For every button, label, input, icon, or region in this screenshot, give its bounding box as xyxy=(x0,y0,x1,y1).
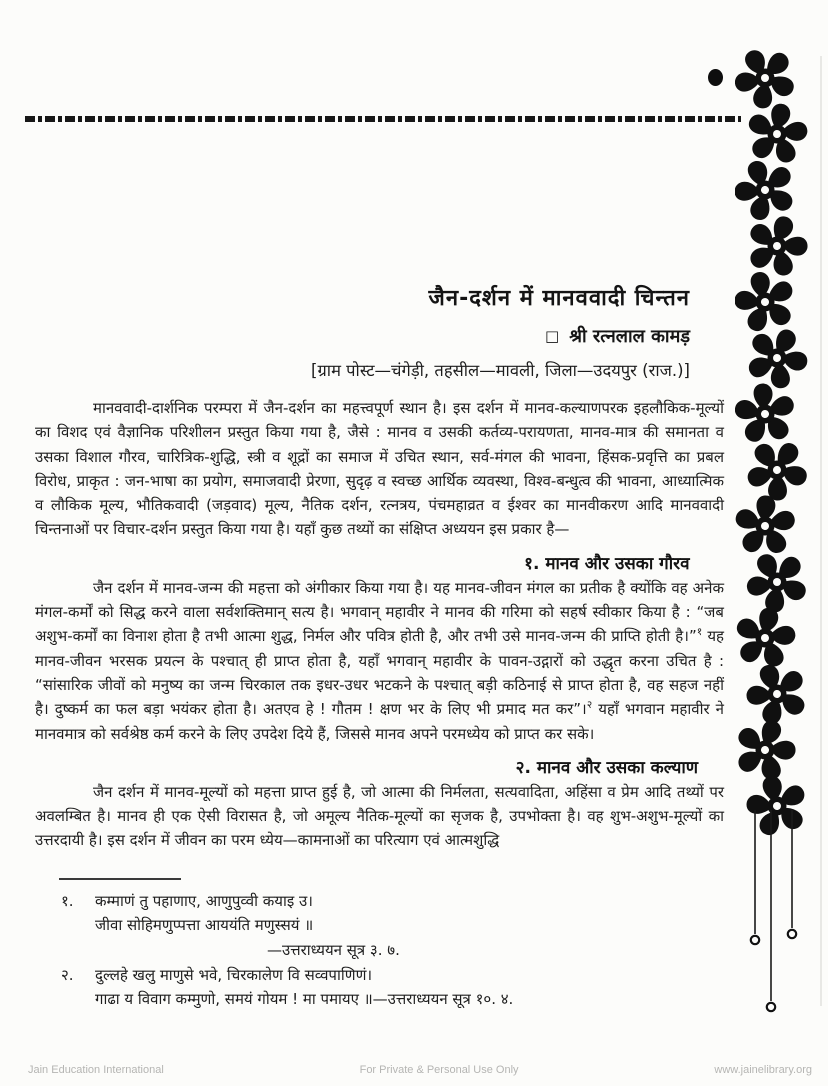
byline xyxy=(35,324,690,348)
paragraph-1: मानववादी-दार्शनिक परम्परा में जैन-दर्शन का महत्त्वपूर्ण स्थान है। इस दर्शन में मानव-कल्याणपरक इहलौकिक-मूल्यों का विशद एवं वैज्ञानिक परिशीलन प्रस्तुत किया गया है, जैसे : मानव व उसकी कर्तव्य-परायणता, मानव-मात्र की समानता व उसका विशाल गौरव, चारित्रिक-शुद्धि, स्त्री व शूद्रों का समाज में उचित स्थान, सर्व-मंगल की भावना, हिंसक-प्रवृत्ति का प्रबल विरोध, प्राकृत : जन-भाषा का प्रयोग, समाजवादी प्रेरणा, सुदृढ़ व स्वच्छ आर्थिक व्यवस्था, विश्व-बन्धुत्व की भावना, आध्यात्मिक व लौकिक मूल्य, भौतिकवादी (जड़वाद) मूल्य, नैतिक दर्शन, रत्नत्रय, पंचमहाव्रत व ईश्वर का मानवीकरण आदि मानववादी चिन्तनाओं पर विचार-दर्शन प्रस्तुत किया गया है। यहाँ कुछ तथ्यों का संक्षिप्त अध्ययन इस प्रकार है— xyxy=(35,399,724,539)
footer-center-text: For Private & Personal Use Only xyxy=(359,1064,519,1076)
paragraph-2: जैन दर्शन में मानव-जन्म की महत्ता को अंगीकार किया गया है। यह मानव-जीवन मंगल का प्रतीक है क्योंकि वह अनेक मंगल-कर्मों को सिद्ध करने वाला सर्वशक्तिमान् सत्य है। भगवान् महावीर ने मानव की गरिमा को सहर्ष स्वीकार किया है : “जब अशुभ-कर्मों का विनाश होता है तभी आत्मा शुद्ध, निर्मल और पवित्र होती है, और तभी उसे मानव-जन्म की प्राप्ति होती है।”$^१$ यह मानव-जीवन भरसक प्रयत्न के पश्चात् ही प्राप्त होता है, यहाँ भगवान् महावीर के पावन-उद्गारों को उद्धृत करना उचित है : “सांसारिक जीवों को मनुष्य का जन्म चिरकाल तक इधर-उधर भटकने के पश्चात् बड़ी कठिनाई से प्राप्त होता है, वह सहज नहीं है। दुष्कर्म का फल बड़ा भयंकर होता है। अतएव हे ! गौतम ! क्षण भर के लिए भी प्रमाद मत कर”।$^२$ यहाँ भगवान महावीर ने मानवमात्र को सर्वश्रेष्ठ कर्म करने के लिए उपदेश दिये हैं, जिससे मानव अपने परमध्येय को प्राप्त कर सके। xyxy=(35,578,725,743)
dash-dot-rule xyxy=(25,116,741,122)
footnotes xyxy=(35,889,724,1012)
author-address: [ग्राम पोस्ट—चंगेड़ी, तहसील—मावली, जिला—उदयपुर (राज.)] xyxy=(311,361,690,380)
footer-left-text: Jain Education International xyxy=(28,1064,164,1076)
footnote-1-attribution: —उत्तराध्ययन सूत्र ३. ७. xyxy=(267,940,400,959)
article-body xyxy=(35,396,724,1012)
page-footer xyxy=(0,1064,828,1076)
scan-edge-artifact xyxy=(820,56,822,1006)
byline-square-marker: □ xyxy=(545,327,560,345)
footnote-1-marker: १. xyxy=(61,891,74,910)
footnote-2-line-1: दुल्लहे खलु माणुसे भवे, चिरकालेण वि सव्वपाणिणं। xyxy=(95,965,373,984)
section-heading-1: १. मानव और उसका गौरव xyxy=(524,553,690,574)
footnote-2-marker: २. xyxy=(61,965,74,984)
footnote-separator xyxy=(59,878,181,880)
border-tassels xyxy=(745,806,805,1021)
article-title: जैन-दर्शन में मानववादी चिन्तन xyxy=(428,286,690,311)
section-heading-2: २. मानव और उसका कल्याण xyxy=(515,757,699,778)
footnote-1-line-1: कम्माणं तु पहाणाए, आणुपुव्वी कयाइ उ। xyxy=(95,891,313,910)
ornamental-border xyxy=(735,50,811,836)
footnote-2-body xyxy=(95,963,724,1012)
footnote-2-line-2: गाढा य विवाग कम्मुणो, समयं गोयम ! मा पमायए ॥—उत्तराध्ययन सूत्र १०. ४. xyxy=(95,990,514,1009)
footnote-2 xyxy=(61,963,724,1012)
corner-dot xyxy=(708,69,723,86)
footnote-1-body xyxy=(95,889,724,963)
footer-right-text: www.jainelibrary.org xyxy=(714,1064,812,1076)
footnote-1 xyxy=(61,889,724,963)
author-name: श्री रत्नलाल कामड़ xyxy=(569,326,690,347)
paragraph-3: जैन दर्शन में मानव-मूल्यों को महत्ता प्राप्त हुई है, जो आत्मा की निर्मलता, सत्यवादिता, अहिंसा व प्रेम आदि तथ्यों पर अवलम्बित है। मानव ही एक ऐसी विरासत है, जो अमूल्य नैतिक-मूल्यों का सृजक है, उपभोक्ता है। वह शुभ-अशुभ-मूल्यों का उत्तरदायी है। इस दर्शन में जीवन का परम ध्येय—कामनाओं का परित्याग एवं आत्मशुद्धि xyxy=(35,782,724,850)
article-header xyxy=(35,282,690,381)
footnote-1-line-2: जीवा सोहिमणुप्पत्ता आययंति मणुस्सयं ॥ xyxy=(95,916,314,935)
